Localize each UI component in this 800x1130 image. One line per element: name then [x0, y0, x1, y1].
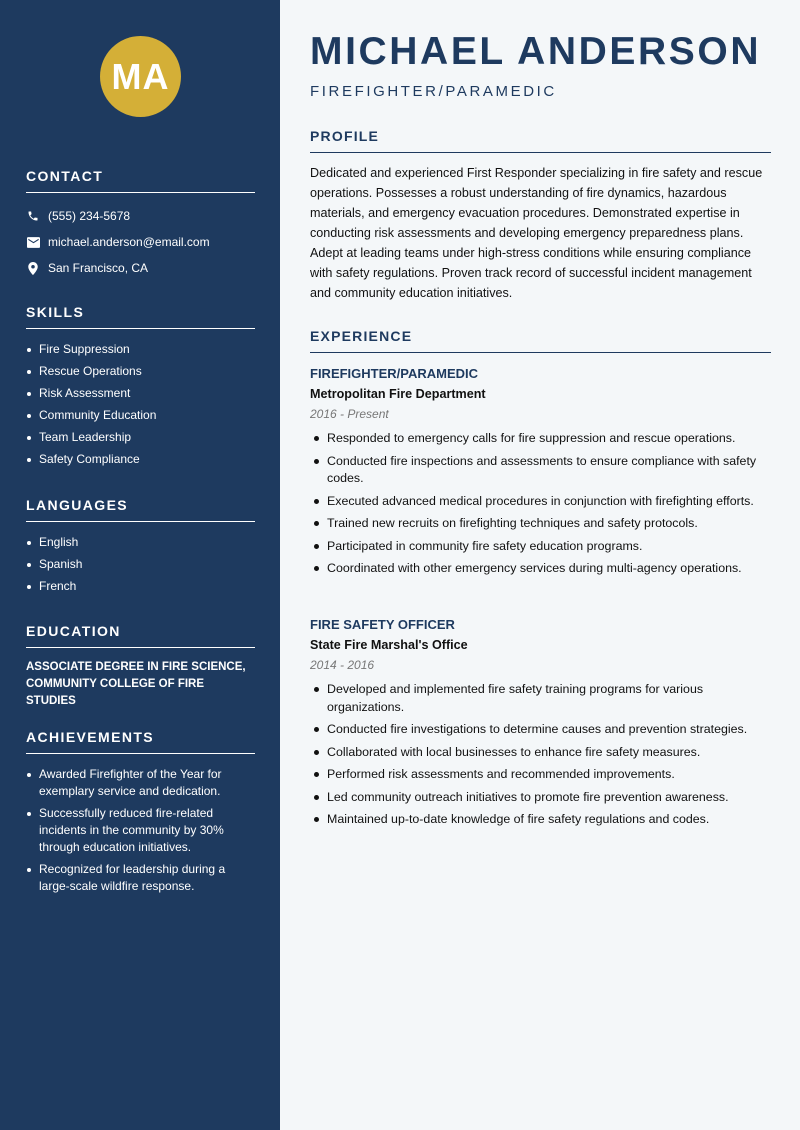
job-title: FIRE SAFETY OFFICER: [310, 617, 455, 632]
job-bullet: Conducted fire inspections and assessments to ensure compliance with safety codes.: [310, 453, 771, 488]
location-text: San Francisco, CA: [48, 261, 149, 275]
sidebar: [0, 0, 280, 1130]
job-dates: 2014 - 2016: [310, 658, 375, 672]
job-entry: [310, 617, 771, 834]
email-icon: [26, 235, 40, 249]
job-bullet: Participated in community fire safety education programs.: [310, 538, 771, 556]
job-bullets: [310, 430, 771, 578]
skills-section: [26, 304, 255, 473]
skills-heading: SKILLS: [26, 304, 255, 329]
job-company: Metropolitan Fire Department: [310, 387, 486, 401]
language-item: French: [26, 578, 255, 595]
email-text: michael.anderson@email.com: [48, 235, 210, 249]
skill-item: Risk Assessment: [26, 385, 255, 402]
job-bullet: Trained new recruits on firefighting techniques and safety protocols.: [310, 515, 771, 533]
achievement-item: Recognized for leadership during a large-scale wildfire response.: [26, 861, 255, 895]
job-dates: 2016 - Present: [310, 407, 389, 421]
job-bullet: Maintained up-to-date knowledge of fire safety regulations and codes.: [310, 811, 771, 829]
profile-section: [310, 128, 771, 303]
job-bullet: Conducted fire investigations to determine causes and prevention strategies.: [310, 721, 771, 739]
achievement-item: Awarded Firefighter of the Year for exemplary service and dedication.: [26, 766, 255, 800]
skill-item: Fire Suppression: [26, 341, 255, 358]
profile-text: Dedicated and experienced First Responder specializing in fire safety and rescue operations. Possesses a robust understanding of fire dynamics, hazardous materials, and emergency evacuation procedures. Demonstrated expertise in conducting risk assessments and developing emergency preparedness plans. Adept at leading teams under high-stress conditions while ensuring compliance with safety regulations. Proven track record of successful incident management and community education initiatives.: [310, 166, 763, 300]
avatar: MA: [100, 36, 181, 117]
achievements-list: [26, 766, 255, 895]
education-degree: ASSOCIATE DEGREE IN FIRE SCIENCE, COMMUNITY COLLEGE OF FIRE STUDIES: [26, 661, 246, 707]
languages-heading: LANGUAGES: [26, 497, 255, 522]
job-bullet: Collaborated with local businesses to enhance fire safety measures.: [310, 744, 771, 762]
job-bullet: Performed risk assessments and recommended improvements.: [310, 766, 771, 784]
job-bullet: Developed and implemented fire safety training programs for various organizations.: [310, 681, 771, 716]
education-heading: EDUCATION: [26, 623, 255, 648]
experience-section: [310, 328, 771, 353]
education-section: [26, 623, 255, 710]
job-bullet: Executed advanced medical procedures in conjunction with firefighting efforts.: [310, 493, 771, 511]
achievement-item: Successfully reduced fire-related incidents in the community by 30% through education initiatives.: [26, 805, 255, 856]
job-bullet: Responded to emergency calls for fire suppression and rescue operations.: [310, 430, 771, 448]
phone-icon: [26, 209, 40, 223]
job-bullet: Coordinated with other emergency services during multi-agency operations.: [310, 560, 771, 578]
contact-section: [26, 168, 255, 281]
candidate-name: MICHAEL ANDERSON: [310, 30, 762, 73]
experience-heading: EXPERIENCE: [310, 328, 771, 353]
job-bullets: [310, 681, 771, 829]
skill-item: Team Leadership: [26, 429, 255, 446]
phone-text: (555) 234-5678: [48, 209, 131, 223]
language-item: Spanish: [26, 556, 255, 573]
job-entry: [310, 366, 771, 583]
job-title: FIREFIGHTER/PARAMEDIC: [310, 366, 479, 381]
contact-location: [26, 255, 255, 281]
language-item: English: [26, 534, 255, 551]
job-bullet: Led community outreach initiatives to promote fire prevention awareness.: [310, 789, 771, 807]
skills-list: [26, 341, 255, 468]
contact-phone[interactable]: [26, 203, 255, 229]
languages-list: [26, 534, 255, 595]
location-pin-icon: [26, 261, 40, 275]
skill-item: Safety Compliance: [26, 451, 255, 468]
profile-heading: PROFILE: [310, 128, 771, 153]
skill-item: Community Education: [26, 407, 255, 424]
job-company: State Fire Marshal's Office: [310, 638, 468, 652]
contact-email[interactable]: [26, 229, 255, 255]
skill-item: Rescue Operations: [26, 363, 255, 380]
achievements-heading: ACHIEVEMENTS: [26, 729, 255, 754]
contact-heading: CONTACT: [26, 168, 255, 193]
achievements-section: [26, 729, 255, 900]
candidate-title: FIREFIGHTER/PARAMEDIC: [310, 83, 557, 100]
languages-section: [26, 497, 255, 600]
